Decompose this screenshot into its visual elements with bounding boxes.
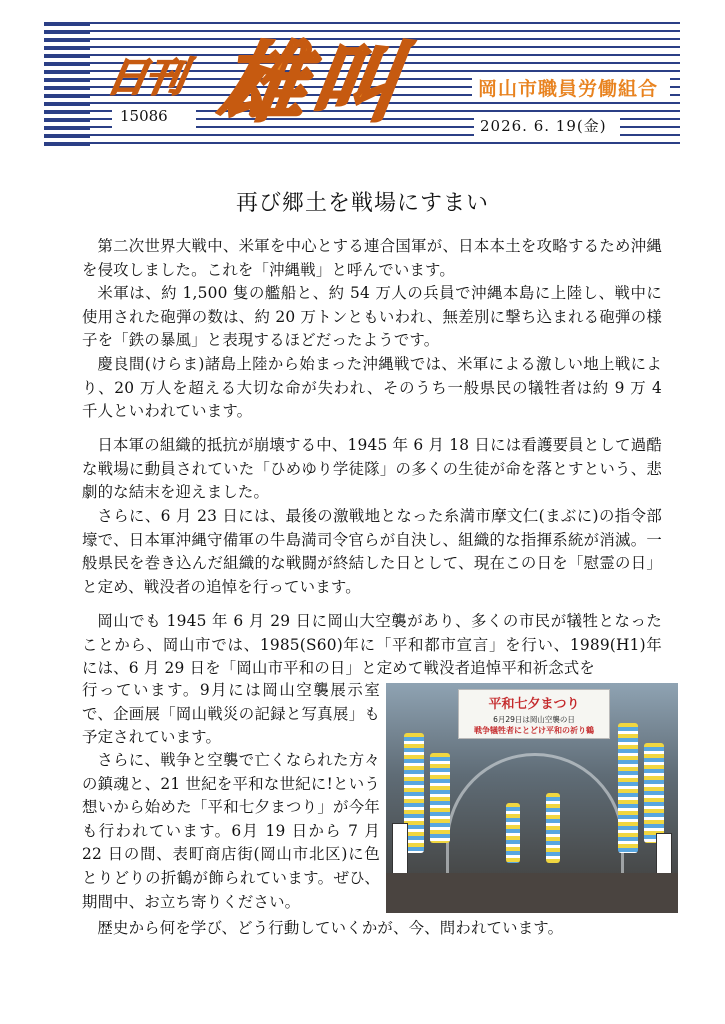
- streamer-decoration: [618, 723, 638, 853]
- union-name: 岡山市職員労働組合: [478, 78, 659, 100]
- festival-banner: [458, 689, 610, 739]
- issue-date: 2026. 6. 19(金): [480, 117, 607, 135]
- paragraph-2: 米軍は、約 1,500 隻の艦船と、約 54 万人の兵員で沖縄本島に上陸し、戦中に使用された砲弾の数は、約 20 万トンともいわれ、無差別に撃ち込まれる砲弾の様子を「鉄の暴風」と表現するほどだったようです。: [82, 284, 662, 350]
- paragraph-6: 岡山でも 1945 年 6 月 29 日に岡山大空襲があり、多くの市民が犠牲となったことから、岡山市では、1985(S60)年に「平和都市宣言」を行い、1989(H1)年には、6 月 29 日を「岡山市平和の日」と定めて戦没者追悼平和祈念式を: [82, 612, 662, 678]
- issue-number: 15086: [120, 107, 168, 125]
- paragraph-closing: 歴史から何を学び、どう行動していくかが、今、問われています。: [97, 919, 564, 937]
- streamer-decoration: [430, 753, 450, 843]
- banner-title: 平和七夕まつり: [488, 697, 580, 712]
- paragraph-6-cont: 行っています。9月には岡山空襲展示室で、企画展「岡山戦災の記録と写真展」も予定されています。: [82, 681, 380, 747]
- paragraph-4: 日本軍の組織的抵抗が崩壊する中、1945 年 6 月 18 日には看護要員として過酷な戦場に動員されていた「ひめゆり学徒隊」の多くの生徒が命を落とすという、悲劇的な結末を迎えました。: [82, 436, 662, 502]
- tanabata-photo: [386, 683, 678, 913]
- arcade-roof: [446, 753, 624, 876]
- paragraph-1: 第二次世界大戦中、米軍を中心とする連合国軍が、日本本土を攻略するため沖縄を侵攻しました。これを「沖縄戦」と呼んでいます。: [82, 237, 662, 279]
- logo-title: 雄叫: [212, 34, 412, 134]
- streamer-decoration: [506, 803, 520, 863]
- paragraph-3: 慶良間(けらま)諸島上陸から始まった沖縄戦では、米軍による激しい地上戦により、20 万人を超える大切な命が失われ、そのうち一般県民の犠牲者は約 9 万 4 千人といわれています。: [82, 355, 662, 421]
- masthead: [44, 22, 680, 150]
- street-floor: [386, 873, 678, 913]
- logo-small-text: 日刊: [103, 55, 188, 101]
- streamer-decoration: [644, 743, 664, 843]
- banner-line-1: 6月29日は岡山空襲の日: [493, 715, 575, 724]
- article-headline: 再び郷土を戦場にすまい: [235, 191, 489, 216]
- paragraph-7: さらに、戦争と空襲で亡くなられた方々の鎮魂と、21 世紀を平和な世紀に!という想いから始めた「平和七夕まつり」が今年も行われています。6月 19 日から 7 月 22 日の間、表町商店街(岡山市北区)に色とりどりの折鶴が飾られています。ぜひ、期間中、お立ち寄りください。: [82, 751, 380, 911]
- streamer-decoration: [546, 793, 560, 863]
- banner-line-2: 戦争犠牲者にとどけ平和の祈り鶴: [474, 726, 594, 735]
- paragraph-5: さらに、6 月 23 日には、最後の激戦地となった糸満市摩文仁(まぶに)の指令部壕で、日本軍沖縄守備軍の牛島満司令官らが自決し、組織的な指揮系統が消滅。一般県民を巻き込んだ組織的な戦闘が終結した日として、現在この日を「慰霊の日」と定め、戦没者の追悼を行っています。: [82, 507, 662, 596]
- masthead-edge: [44, 22, 90, 150]
